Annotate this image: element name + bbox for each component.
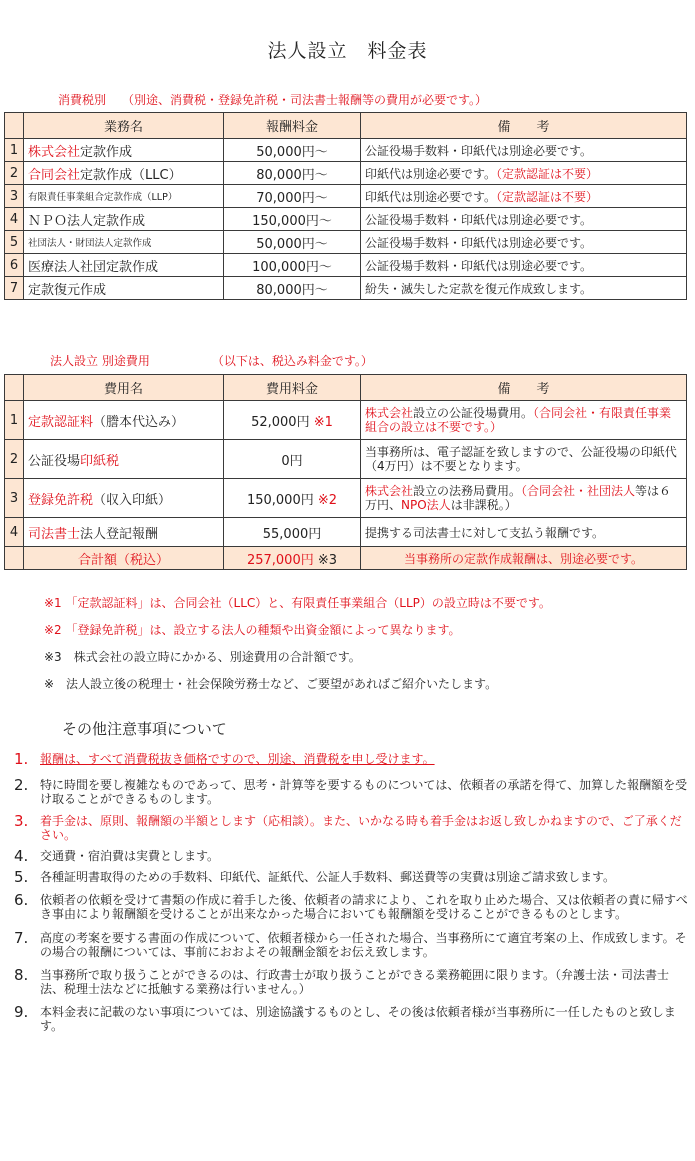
service-fee: 100,000円～ <box>224 254 361 277</box>
table-row <box>5 185 687 208</box>
item-number: 4. <box>14 847 29 865</box>
expense-remark: 提携する司法書士に対して支払う報酬です。 <box>361 518 687 547</box>
row-number: 1 <box>5 401 24 440</box>
row-number: 3 <box>5 479 24 518</box>
item-text: 着手金は、原則、報酬額の半額とします（応相談）。また、いかなる時も着手金はお返し致しかねますので、ご了承ください。 <box>40 814 682 842</box>
caption-label: 消費税別 <box>58 93 107 107</box>
expense-name: 登録免許税（収入印紙） <box>24 479 224 518</box>
table-row <box>5 162 687 185</box>
service-name: ＮＰＯ法人定款作成 <box>24 208 224 231</box>
item-number: 3. <box>14 812 29 830</box>
service-remark: 印紙代は別途必要です。（定款認証は不要） <box>361 185 687 208</box>
service-name: 合同会社定款作成（LLC） <box>24 162 224 185</box>
service-remark: 紛失・滅失した定款を復元作成致します。 <box>361 277 687 300</box>
service-fee: 50,000円～ <box>224 139 361 162</box>
caption-text: （別途、消費税・登録免許税・司法書士報酬等の費用が必要です。） <box>122 93 488 107</box>
notice-item <box>14 752 689 767</box>
notice-item <box>14 849 689 864</box>
service-name: 株式会社定款作成 <box>24 139 224 162</box>
column-header: 業務名 <box>24 113 224 139</box>
row-number: 4 <box>5 208 24 231</box>
service-remark: 公証役場手数料・印紙代は別途必要です。 <box>361 208 687 231</box>
expense-amount: 52,000円 ※1 <box>224 401 361 440</box>
item-text: 高度の考案を要する書面の作成について、依頼者様から一任された場合、当事務所にて適宜考案の上、作成致します。その場合の報酬については、事前におおよその報酬金額をお伝え致します。 <box>40 931 687 959</box>
table-row <box>5 518 687 547</box>
expense-amount: 55,000円 <box>224 518 361 547</box>
expense-amount: 150,000円 ※2 <box>224 479 361 518</box>
table-row <box>5 208 687 231</box>
column-header <box>5 375 24 401</box>
table-row <box>5 254 687 277</box>
service-fee: 80,000円～ <box>224 162 361 185</box>
service-fee: 80,000円～ <box>224 277 361 300</box>
footnote: ※3 株式会社の設立時にかかる、別途費用の合計額です。 <box>44 650 361 664</box>
item-text: 本料金表に記載のない事項については、別途協議するものとし、その後は依頼者様が当事務所に一任したものと致します。 <box>40 1005 676 1033</box>
service-name: 定款復元作成 <box>24 277 224 300</box>
item-text: 当事務所で取り扱うことができるのは、行政書士が取り扱うことができる業務範囲に限ります。（弁護士法・司法書士法、税理士法などに抵触する業務は行いません。） <box>40 968 670 996</box>
row-number: 7 <box>5 277 24 300</box>
table-row <box>5 440 687 479</box>
service-fee: 150,000円～ <box>224 208 361 231</box>
notice-item <box>14 870 689 885</box>
item-text: 特に時間を要し複雑なものであって、思考・計算等を要するものについては、依頼者の承諾を得て、加算した報酬額を受け取ることができるものします。 <box>40 778 688 806</box>
service-remark: 公証役場手数料・印紙代は別途必要です。 <box>361 254 687 277</box>
expense-amount: 0円 <box>224 440 361 479</box>
item-number: 1. <box>14 750 29 768</box>
footnote: ※2 「登録免許税」は、設立する法人の種類や出資金額によって異なります。 <box>44 623 461 637</box>
row-number: 6 <box>5 254 24 277</box>
table-row <box>5 479 687 518</box>
footnote: ※1 「定款認証料」は、合同会社（LLC）と、有限責任事業組合（LLP）の設立時は不要です。 <box>44 596 551 610</box>
caption-text: （以下は、税込み料金です。） <box>211 354 373 368</box>
service-remark: 公証役場手数料・印紙代は別途必要です。 <box>361 139 687 162</box>
notes-list <box>14 752 689 1033</box>
column-header: 備 考 <box>361 113 687 139</box>
row-number: 3 <box>5 185 24 208</box>
column-header <box>5 113 24 139</box>
item-text: 交通費・宿泊費は実費とします。 <box>40 849 220 863</box>
notice-item <box>14 968 689 996</box>
expense-name: 公証役場印紙税 <box>24 440 224 479</box>
table2-caption <box>50 352 373 369</box>
footnotes <box>44 594 551 702</box>
notice-item <box>14 893 689 921</box>
service-remark: 印紙代は別途必要です。（定款認証は不要） <box>361 162 687 185</box>
expense-remark: 株式会社設立の法務局費用。（合同会社・社団法人等は６万円、NPO法人は非課税。） <box>361 479 687 518</box>
section-title: その他注意事項について <box>62 720 227 738</box>
row-number: 5 <box>5 231 24 254</box>
total-remark: 当事務所の定款作成報酬は、別途必要です。 <box>361 547 687 570</box>
expense-table <box>4 374 687 570</box>
item-number: 9. <box>14 1003 29 1021</box>
table-row <box>5 139 687 162</box>
item-number: 6. <box>14 891 29 909</box>
item-number: 7. <box>14 929 29 947</box>
item-number: 2. <box>14 776 29 794</box>
row-number: 2 <box>5 162 24 185</box>
total-row <box>5 547 687 570</box>
total-label: 合計額（税込） <box>24 547 224 570</box>
page-title: 法人設立 料金表 <box>267 40 428 62</box>
item-text: 依頼者の依頼を受けて書類の作成に着手した後、依頼者の請求により、これを取り止めた場合、又は依頼者の責に帰すべき事由により報酬額を受けることが出来なかった場合においても報酬額を受けることができるものとします。 <box>40 893 688 921</box>
expense-remark: 当事務所は、電子認証を致しますので、公証役場の印紙代（4万円）は不要となります。 <box>361 440 687 479</box>
service-fee: 50,000円～ <box>224 231 361 254</box>
table1-caption <box>58 91 487 108</box>
column-header: 費用料金 <box>224 375 361 401</box>
column-header: 備 考 <box>361 375 687 401</box>
notice-item <box>14 931 689 959</box>
table-row <box>5 277 687 300</box>
column-header: 費用名 <box>24 375 224 401</box>
service-name: 社団法人・財団法人定款作成 <box>24 231 224 254</box>
table-row <box>5 231 687 254</box>
row-number: 1 <box>5 139 24 162</box>
item-text: 各種証明書取得のための手数料、印紙代、証紙代、公証人手数料、郵送費等の実費は別途ご請求致します。 <box>40 870 616 884</box>
table-row <box>5 401 687 440</box>
caption-label: 法人設立 別途費用 <box>50 354 150 368</box>
item-number: 8. <box>14 966 29 984</box>
item-number: 5. <box>14 868 29 886</box>
item-text: 報酬は、すべて消費税抜き価格ですので、別途、消費税を申し受けます。 <box>40 752 435 766</box>
expense-name: 司法書士法人登記報酬 <box>24 518 224 547</box>
notice-item <box>14 778 689 806</box>
row-number: 2 <box>5 440 24 479</box>
service-remark: 公証役場手数料・印紙代は別途必要です。 <box>361 231 687 254</box>
total-amount: 257,000円 ※3 <box>224 547 361 570</box>
expense-name: 定款認証料（謄本代込み） <box>24 401 224 440</box>
service-name: 有限責任事業組合定款作成（LLP） <box>24 185 224 208</box>
row-number: 4 <box>5 518 24 547</box>
footnote: ※ 法人設立後の税理士・社会保険労務士など、ご要望があればご紹介いたします。 <box>44 677 498 691</box>
service-name: 医療法人社団定款作成 <box>24 254 224 277</box>
expense-remark: 株式会社設立の公証役場費用。（合同会社・有限責任事業組合の設立は不要です。） <box>361 401 687 440</box>
notice-item <box>14 814 689 842</box>
service-fee: 70,000円～ <box>224 185 361 208</box>
fee-table <box>4 112 687 300</box>
column-header: 報酬料金 <box>224 113 361 139</box>
notice-item <box>14 1005 689 1033</box>
